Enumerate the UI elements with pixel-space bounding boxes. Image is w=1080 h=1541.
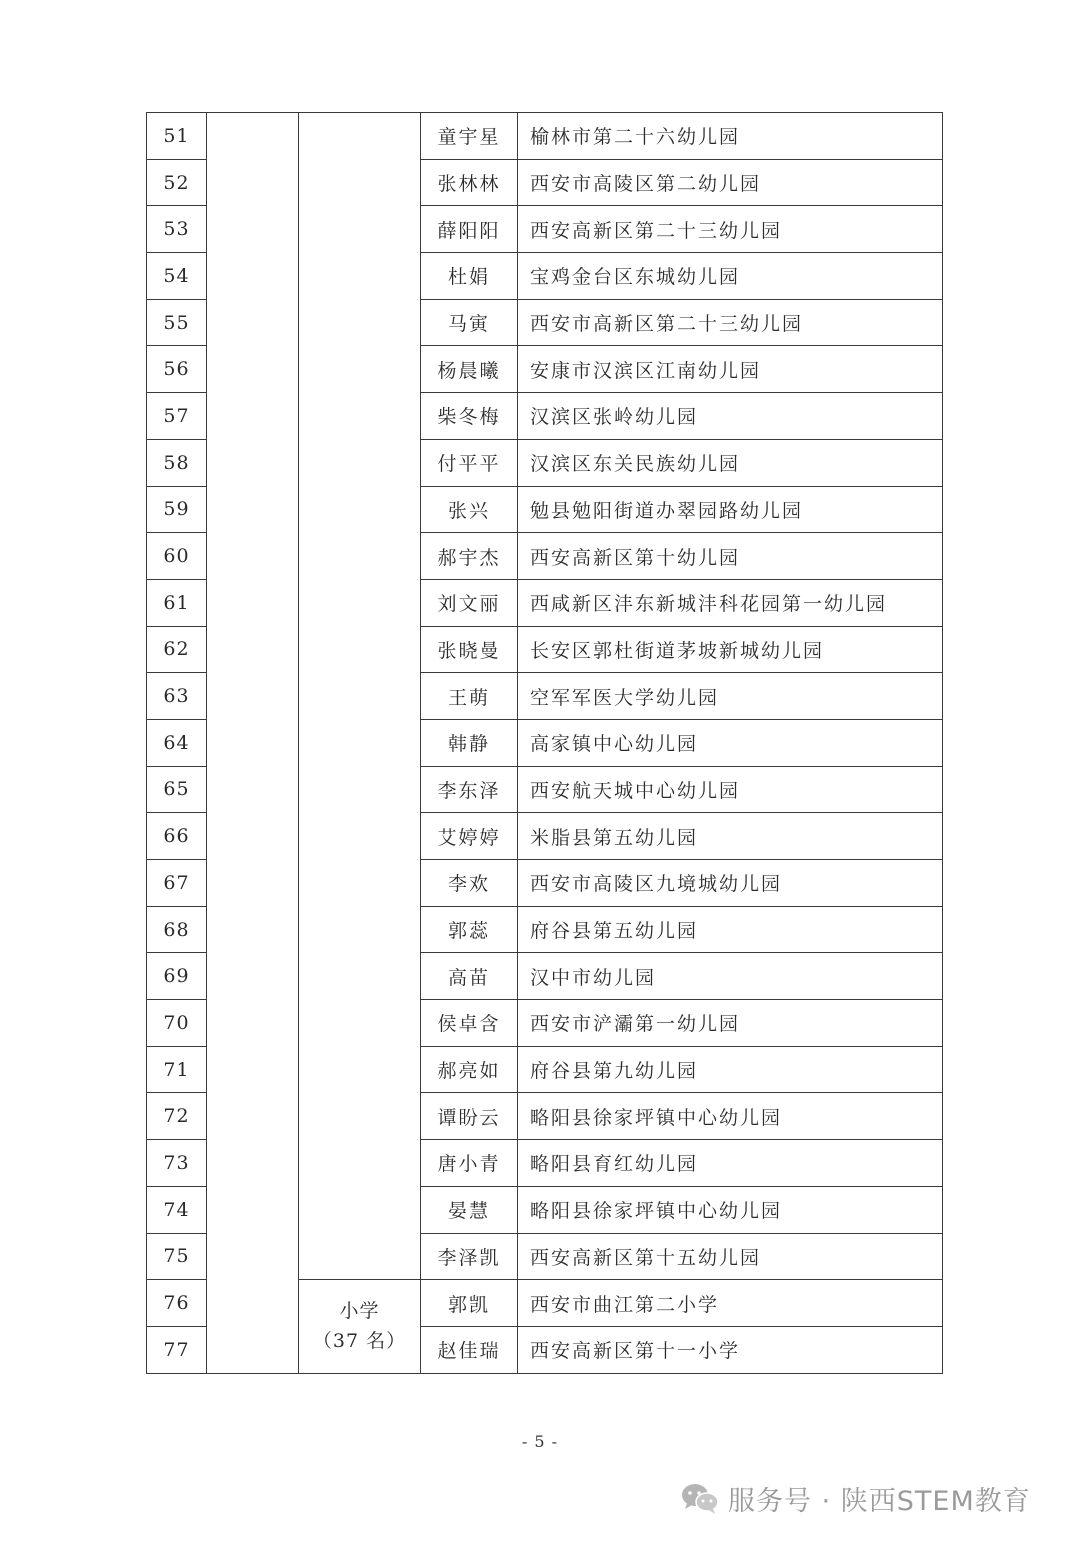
school-name: 汉滨区张岭幼儿园	[518, 393, 943, 440]
winner-name: 薛阳阳	[421, 206, 518, 253]
winner-name: 童宇星	[421, 113, 518, 160]
winner-name: 刘文丽	[421, 579, 518, 626]
page-number: - 5 -	[521, 1432, 559, 1451]
winner-name: 郝亮如	[421, 1046, 518, 1093]
winner-name: 张林林	[421, 159, 518, 206]
category-count: （37 名）	[312, 1330, 407, 1353]
wechat-icon	[680, 1481, 720, 1515]
winner-name: 郭凯	[421, 1280, 518, 1327]
row-number: 64	[147, 719, 207, 766]
school-name: 西安高新区第十一小学	[518, 1326, 943, 1373]
winner-name: 晏慧	[421, 1186, 518, 1233]
row-number: 59	[147, 486, 207, 533]
school-name: 榆林市第二十六幼儿园	[518, 113, 943, 160]
row-number: 62	[147, 626, 207, 673]
school-name: 米脂县第五幼儿园	[518, 813, 943, 860]
row-number: 70	[147, 1000, 207, 1047]
winner-name: 张兴	[421, 486, 518, 533]
winner-name: 艾婷婷	[421, 813, 518, 860]
row-number: 55	[147, 299, 207, 346]
row-number: 75	[147, 1233, 207, 1280]
school-name: 西安市高新区第二十三幼儿园	[518, 299, 943, 346]
row-number: 71	[147, 1046, 207, 1093]
school-name: 安康市汉滨区江南幼儿园	[518, 346, 943, 393]
school-name: 空军军医大学幼儿园	[518, 673, 943, 720]
group-cell	[207, 113, 299, 1374]
row-number: 60	[147, 533, 207, 580]
row-number: 72	[147, 1093, 207, 1140]
row-number: 56	[147, 346, 207, 393]
winner-name: 张晓曼	[421, 626, 518, 673]
school-name: 汉滨区东关民族幼儿园	[518, 439, 943, 486]
winner-name: 侯卓含	[421, 1000, 518, 1047]
school-name: 略阳县徐家坪镇中心幼儿园	[518, 1093, 943, 1140]
award-list-body	[147, 113, 943, 1374]
row-number: 58	[147, 439, 207, 486]
school-name: 府谷县第五幼儿园	[518, 906, 943, 953]
school-name: 宝鸡金台区东城幼儿园	[518, 253, 943, 300]
row-number: 66	[147, 813, 207, 860]
winner-name: 谭盼云	[421, 1093, 518, 1140]
row-number: 54	[147, 253, 207, 300]
winner-name: 赵佳瑞	[421, 1326, 518, 1373]
winner-name: 唐小青	[421, 1140, 518, 1187]
category-cell-primary	[299, 1280, 421, 1373]
winner-name: 付平平	[421, 439, 518, 486]
school-name: 勉县勉阳街道办翠园路幼儿园	[518, 486, 943, 533]
school-name: 西咸新区沣东新城沣科花园第一幼儿园	[518, 579, 943, 626]
row-number: 69	[147, 953, 207, 1000]
winner-name: 李欢	[421, 860, 518, 907]
row-number: 65	[147, 766, 207, 813]
school-name: 长安区郭杜街道茅坡新城幼儿园	[518, 626, 943, 673]
school-name: 略阳县育红幼儿园	[518, 1140, 943, 1187]
row-number: 63	[147, 673, 207, 720]
winner-name: 李东泽	[421, 766, 518, 813]
award-list-table	[146, 112, 943, 1374]
watermark-text: 服务号 · 陕西STEM教育	[728, 1485, 1031, 1517]
row-number: 52	[147, 159, 207, 206]
school-name: 西安高新区第十幼儿园	[518, 533, 943, 580]
school-name: 汉中市幼儿园	[518, 953, 943, 1000]
school-name: 西安航天城中心幼儿园	[518, 766, 943, 813]
category-cell-kindergarten	[299, 113, 421, 1280]
school-name: 西安高新区第十五幼儿园	[518, 1233, 943, 1280]
table-row	[147, 113, 943, 160]
winner-name: 韩静	[421, 719, 518, 766]
winner-name: 李泽凯	[421, 1233, 518, 1280]
school-name: 略阳县徐家坪镇中心幼儿园	[518, 1186, 943, 1233]
school-name: 西安市浐灞第一幼儿园	[518, 1000, 943, 1047]
row-number: 68	[147, 906, 207, 953]
winner-name: 杜娟	[421, 253, 518, 300]
winner-name: 马寅	[421, 299, 518, 346]
row-number: 57	[147, 393, 207, 440]
row-number: 73	[147, 1140, 207, 1187]
winner-name: 柴冬梅	[421, 393, 518, 440]
row-number: 67	[147, 860, 207, 907]
category-label: 小学	[339, 1300, 380, 1323]
row-number: 76	[147, 1280, 207, 1327]
winner-name: 高苗	[421, 953, 518, 1000]
row-number: 51	[147, 113, 207, 160]
school-name: 西安市高陵区第二幼儿园	[518, 159, 943, 206]
row-number: 61	[147, 579, 207, 626]
school-name: 高家镇中心幼儿园	[518, 719, 943, 766]
school-name: 西安市曲江第二小学	[518, 1280, 943, 1327]
row-number: 74	[147, 1186, 207, 1233]
winner-name: 郭蕊	[421, 906, 518, 953]
winner-name: 郝宇杰	[421, 533, 518, 580]
school-name: 西安市高陵区九境城幼儿园	[518, 860, 943, 907]
school-name: 西安高新区第二十三幼儿园	[518, 206, 943, 253]
row-number: 53	[147, 206, 207, 253]
winner-name: 王萌	[421, 673, 518, 720]
winner-name: 杨晨曦	[421, 346, 518, 393]
school-name: 府谷县第九幼儿园	[518, 1046, 943, 1093]
watermark	[680, 1478, 1031, 1518]
row-number: 77	[147, 1326, 207, 1373]
